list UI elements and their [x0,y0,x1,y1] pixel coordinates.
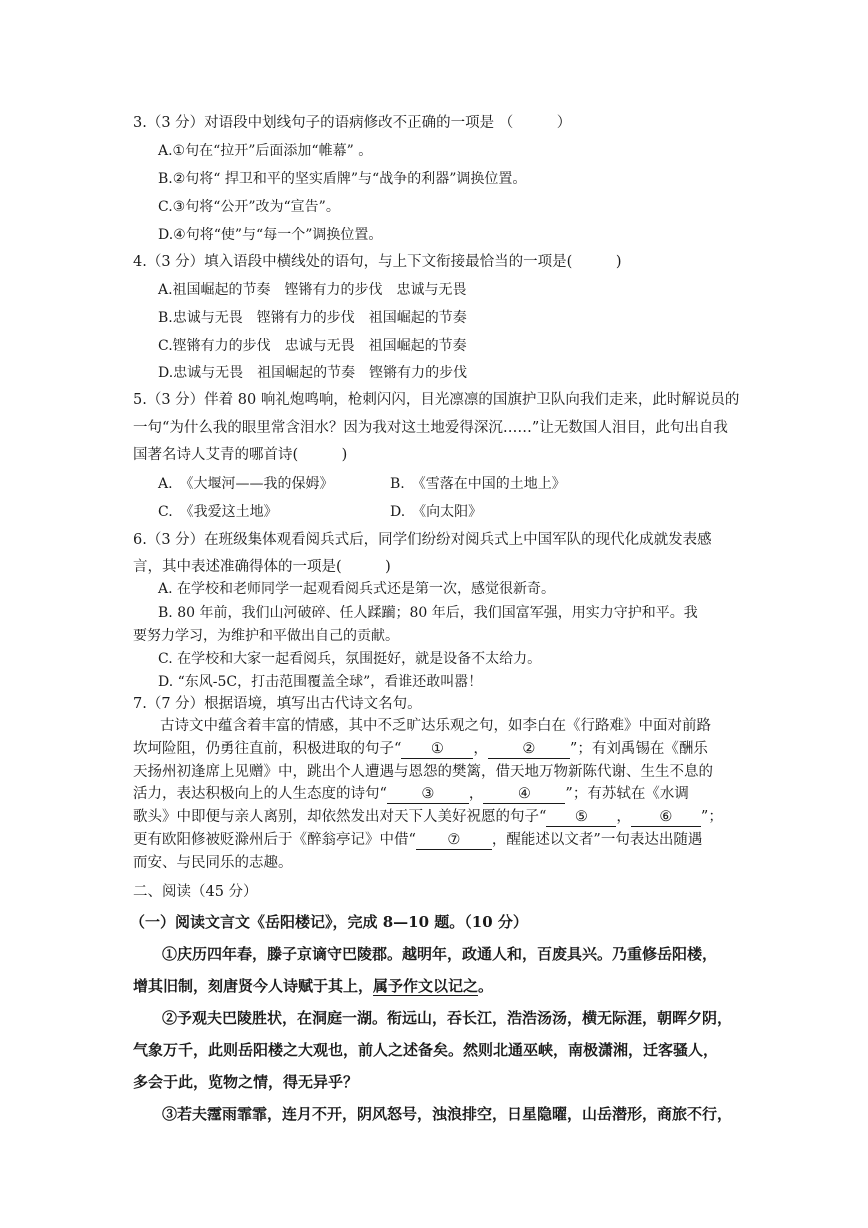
q3-stem: 3.（3 分）对语段中划线句子的语病修改不正确的一项是 （ ） [133,115,572,131]
q5-option-c: C. 《我爱这土地》 [158,504,278,520]
underlined-phrase: 属予作文以记之 [373,977,479,995]
q5-option-d: D. 《向太阳》 [390,504,483,520]
q7-para-line6: 更有欧阳修被贬滁州后于《醉翁亭记》中借“ ⑦ ，醒能述以文者”一句表达出随遇 [133,832,703,848]
q7-stem: 7.（7 分）根据语境，填写出古代诗文名句。 [133,696,422,712]
passage-p3-line1: ③若夫霪雨霏霏，连月不开，阴风怒号，浊浪排空，日星隐曜，山岳潜形，商旅不行， [162,1105,733,1123]
q7-para-line1: 古诗文中蕴含着丰富的情感，其中不乏旷达乐观之句，如李白在《行路难》中面对前路 [160,718,711,734]
q5-line2: 一句“为什么我的眼里常含泪水？因为我对这土地爱得深沉……”让无数国人泪目，此句出自我 [133,420,728,436]
passage-p2-line2: 气象万千，此则岳阳楼之大观也，前人之述备矣。然则北通巫峡，南极潇湘，迁客骚人， [133,1041,719,1059]
blank-7[interactable]: ⑦ [416,831,492,850]
blank-4[interactable]: ④ [483,785,565,804]
q3-option-a: A.①句在“拉开”后面添加“帷幕” 。 [158,143,373,159]
passage-p2-line1: ②予观夫巴陵胜状，在洞庭一湖。衔远山，吞长江，浩浩汤汤，横无际涯，朝晖夕阴， [162,1009,733,1027]
q4-option-b: B.忠诚与无畏 铿锵有力的步伐 祖国崛起的节奏 [158,310,467,326]
q7-para-line5: 歌头》中即便与亲人离别，却依然发出对天下人美好祝愿的句子“ ⑤ ， ⑥ ”； [133,809,723,825]
section-2-subtitle: （一）阅读文言文《岳阳楼记》，完成 8—10 题。（10 分） [130,913,528,931]
q6-option-d: D. “东风-5C，打击范围覆盖全球”，看谁还敢叫嚣！ [158,674,483,690]
q3-option-b: B.②句将“ 捍卫和平的坚实盾牌”与“战争的利器”调换位置。 [158,171,527,187]
q6-option-b-line2: 要努力学习，为维护和平做出自己的贡献。 [133,628,399,644]
q6-line1: 6.（3 分）在班级集体观看阅兵式后，同学们纷纷对阅兵式上中国军队的现代化成就发表感 [133,532,712,548]
q7-para-line7: 而安、与民同乐的志趣。 [133,855,293,871]
blank-1[interactable]: ① [401,740,473,759]
passage-p2-line3: 多会于此，览物之情，得无异乎？ [133,1073,359,1091]
q5-line1: 5.（3 分）伴着 80 响礼炮鸣响，枪刺闪闪，目光凛凛的国旗护卫队向我们走来，此时解说员的 [133,392,740,408]
passage-p1-line1: ①庆历四年春，滕子京谪守巴陵郡。越明年，政通人和，百废具兴。乃重修岳阳楼， [162,945,718,963]
q3-option-d: D.④句将“使”与“每一个”调换位置。 [158,227,383,243]
q7-para-line4: 活力，表达积极向上的人生态度的诗句“ ③ ， ④ ”；有苏轼在《水调 [133,786,689,802]
blank-2[interactable]: ② [488,740,570,759]
q6-line2: 言，其中表述准确得体的一项是( ) [133,559,391,575]
q7-para-line3: 天扬州初逢席上见赠》中，跳出个人遭遇与恩怨的樊篱，借天地万物新陈代谢、生生不息的 [133,764,713,780]
q3-option-c: C.③句将“公开”改为“宣告”。 [158,199,340,215]
q4-stem: 4.（3 分）填入语段中横线处的语句，与上下文衔接最恰当的一项是( ) [133,254,622,270]
blank-3[interactable]: ③ [387,785,469,804]
q4-option-a: A.祖国崛起的节奏 铿锵有力的步伐 忠诚与无畏 [158,282,467,298]
q6-option-a: A. 在学校和老师同学一起观看阅兵式还是第一次，感觉很新奇。 [158,581,556,597]
q5-option-a: A. 《大堰河——我的保姆》 [158,476,334,492]
section-2-title: 二、阅读（45 分） [133,884,258,900]
q6-option-b-line1: B. 80 年前，我们山河破碎、任人蹂躏；80 年后，我们国富军强，用实力守护和平。我 [158,605,698,621]
q7-para-line2: 坎坷险阻，仍勇往直前，积极进取的句子“ ① ， ② ”；有刘禹锡在《酬乐 [133,741,708,757]
q4-option-d: D.忠诚与无畏 祖国崛起的节奏 铿锵有力的步伐 [158,365,468,381]
blank-5[interactable]: ⑤ [546,808,616,827]
blank-6[interactable]: ⑥ [631,808,701,827]
q5-line3: 国著名诗人艾青的哪首诗( ) [133,447,348,463]
q5-option-b: B. 《雪落在中国的土地上》 [390,476,566,492]
passage-p1-line2: 增其旧制，刻唐贤今人诗赋于其上，属予作文以记之。 [133,977,494,995]
q6-option-c: C. 在学校和大家一起看阅兵，氛围挺好，就是设备不太给力。 [158,651,542,667]
q4-option-c: C.铿锵有力的步伐 忠诚与无畏 祖国崛起的节奏 [158,338,467,354]
